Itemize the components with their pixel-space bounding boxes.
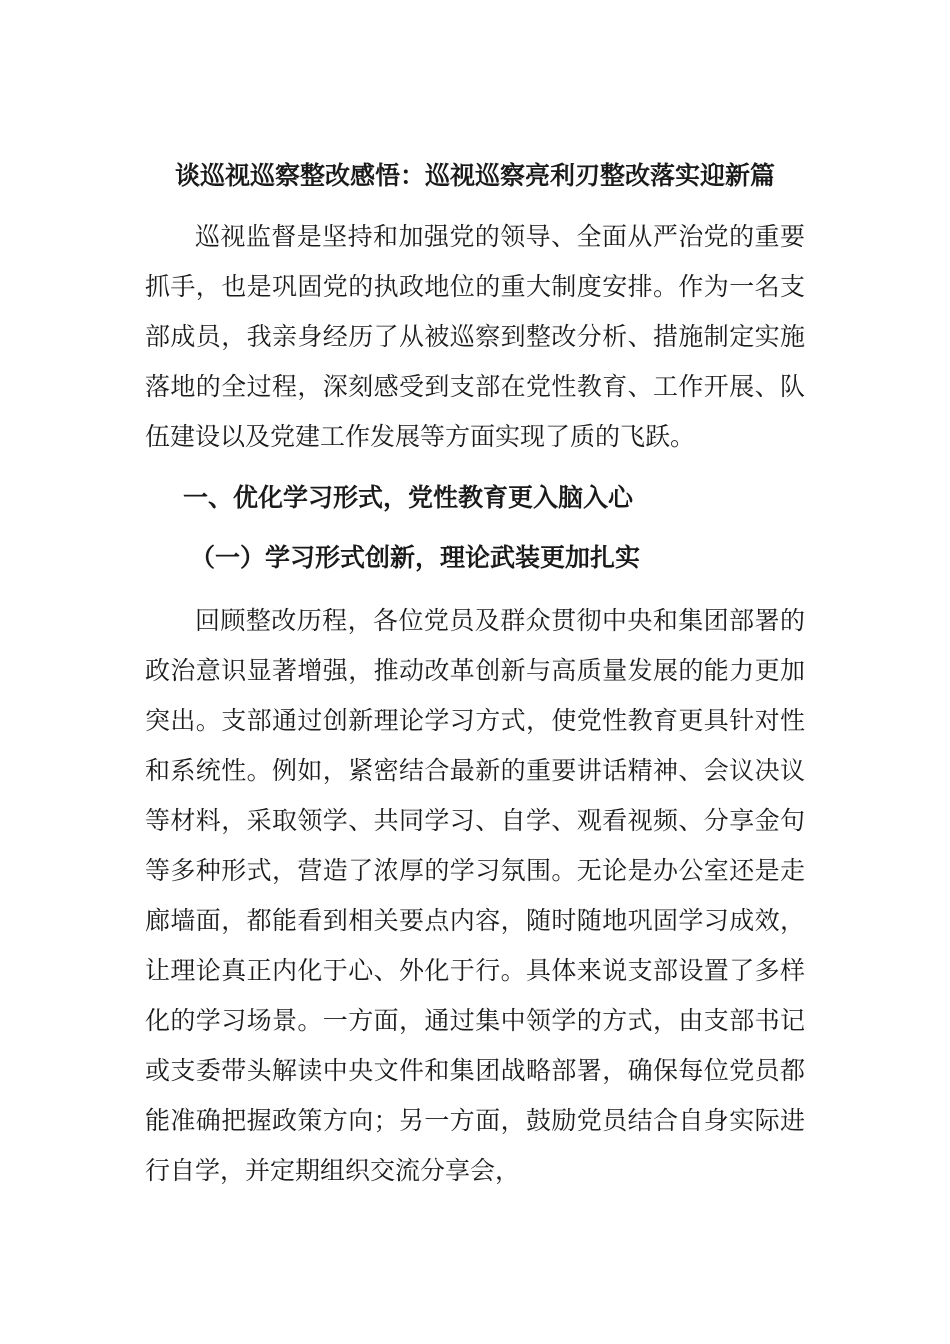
section-heading: 一、优化学习形式，党性教育更入脑入心 — [183, 483, 634, 512]
document-title: 谈巡视巡察整改感悟：巡视巡察亮利刃整改落实迎新篇 — [174, 161, 775, 190]
intro-paragraph: 巡视监督是坚持和加强党的领导、全面从严治党的重要抓手，也是巩固党的执政地位的重大制度安排。作为一名支部成员，我亲身经历了从被巡察到整改分析、措施制定实施落地的全过程，深刻感受到支部在党性教育、工作开展、队伍建设以及党建工作发展等方面实现了质的飞跃。 — [145, 222, 805, 451]
subsection-heading: （一）学习形式创新，理论武装更加扎实 — [190, 543, 641, 572]
body-paragraph: 回顾整改历程，各位党员及群众贯彻中央和集团部署的政治意识显著增强，推动改革创新与高质量发展的能力更加突出。支部通过创新理论学习方式，使党性教育更具针对性和系统性。例如，紧密结合最新的重要讲话精神、会议决议等材料，采取领学、共同学习、自学、观看视频、分享金句等多种形式，营造了浓厚的学习氛围。无论是办公室还是走廊墙面，都能看到相关要点内容，随时随地巩固学习成效，让理论真正内化于心、外化于行。具体来说支部设置了多样化的学习场景。一方面，通过集中领学的方式，由支部书记或支委带头解读中央文件和集团战略部署，确保每位党员都能准确把握政策方向；另一方面，鼓励党员结合自身实际进行自学，并定期组织交流分享会， — [145, 606, 805, 1185]
